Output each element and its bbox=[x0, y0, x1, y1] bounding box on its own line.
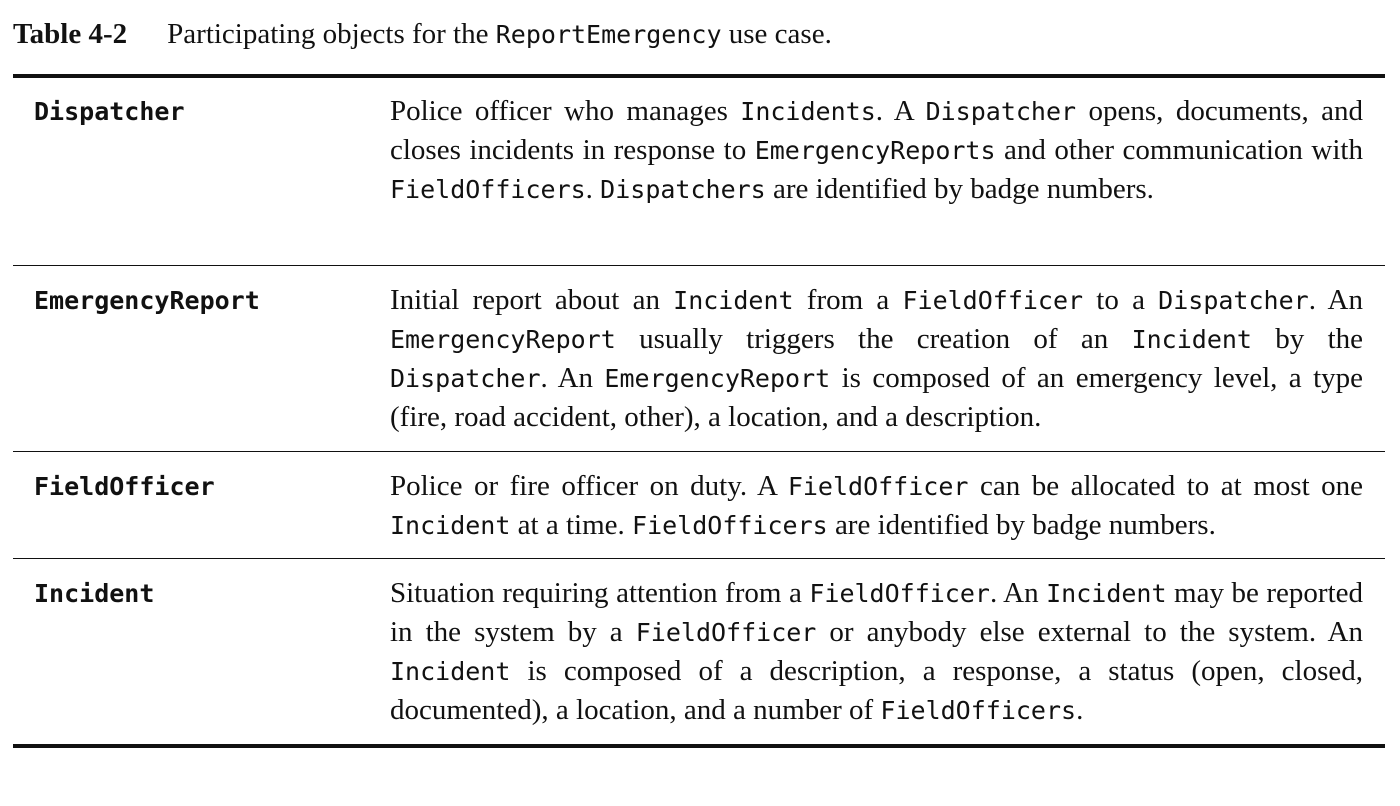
inline-code-term: EmergencyReports bbox=[754, 136, 996, 165]
inline-code-term: FieldOfficer bbox=[635, 618, 817, 647]
description-text: can be allocated to at most one bbox=[968, 470, 1363, 502]
description-text: or anybody else external to the system. An bbox=[816, 616, 1363, 648]
object-name: Dispatcher bbox=[34, 97, 185, 126]
participating-objects-table bbox=[13, 74, 1385, 748]
caption-text-before: Participating objects for the bbox=[167, 18, 496, 50]
inline-code-term: FieldOfficer bbox=[809, 579, 990, 608]
object-description bbox=[390, 467, 1363, 558]
object-description bbox=[390, 281, 1363, 451]
inline-code-term: Incidents bbox=[740, 97, 876, 126]
description-text: is composed of an emergency level, a type (fire, road accident, other), a location, and a description. bbox=[390, 362, 1363, 433]
table-row bbox=[13, 451, 1385, 558]
description-text: . bbox=[585, 173, 601, 205]
inline-code-term: Dispatcher bbox=[390, 364, 541, 393]
object-description bbox=[390, 92, 1363, 265]
inline-code-term: FieldOfficer bbox=[902, 286, 1084, 315]
table-number: Table 4-2 bbox=[13, 18, 128, 50]
description-text: . A bbox=[875, 95, 926, 127]
description-text: are identified by badge numbers. bbox=[765, 173, 1154, 205]
object-description bbox=[390, 574, 1363, 744]
table-row bbox=[13, 265, 1385, 451]
object-name: FieldOfficer bbox=[34, 472, 215, 501]
inline-code-term: FieldOfficers bbox=[390, 175, 586, 204]
description-text: Situation requiring attention from a bbox=[390, 577, 810, 609]
caption-text-after: use case. bbox=[721, 18, 832, 50]
inline-code-term: Incident bbox=[390, 657, 511, 686]
inline-code-term: EmergencyReport bbox=[604, 364, 831, 393]
description-text: . bbox=[1076, 694, 1084, 726]
description-text: and other communication with bbox=[995, 134, 1363, 166]
description-text: Police officer who manages bbox=[390, 95, 741, 127]
description-text: to a bbox=[1083, 284, 1159, 316]
description-text: Police or fire officer on duty. A bbox=[390, 470, 788, 502]
inline-code-term: EmergencyReport bbox=[390, 325, 616, 354]
table-row bbox=[13, 558, 1385, 744]
object-name: EmergencyReport bbox=[34, 286, 260, 315]
description-text: from a bbox=[793, 284, 903, 316]
inline-code-term: Dispatcher bbox=[1158, 286, 1309, 315]
description-text: opens, documents, and closes incidents in response to bbox=[390, 95, 1364, 166]
description-text: . An bbox=[540, 362, 605, 394]
table-row bbox=[13, 78, 1385, 265]
inline-code-term: Incident bbox=[673, 286, 794, 315]
inline-code-term: Dispatcher bbox=[925, 97, 1077, 126]
inline-code-term: Dispatchers bbox=[600, 175, 766, 204]
inline-code-term: FieldOfficer bbox=[787, 472, 969, 501]
table-caption bbox=[13, 14, 832, 55]
inline-code-term: FieldOfficers bbox=[880, 696, 1077, 725]
description-text: usually triggers the creation of an bbox=[615, 323, 1132, 355]
description-text: may be reported in the system by a bbox=[390, 577, 1364, 648]
description-text: . An bbox=[989, 577, 1047, 609]
description-text: is composed of a description, a response, a status (open, closed, documented), a location, and a number of bbox=[390, 655, 1363, 726]
inline-code-term: Incident bbox=[1046, 579, 1167, 608]
description-text: by the bbox=[1251, 323, 1364, 355]
inline-code-term: Incident bbox=[390, 511, 511, 540]
inline-code-term: FieldOfficers bbox=[632, 511, 828, 540]
inline-code-term: Incident bbox=[1131, 325, 1252, 354]
description-text: at a time. bbox=[510, 509, 633, 541]
description-text: . An bbox=[1308, 284, 1363, 316]
object-name: Incident bbox=[34, 579, 155, 608]
description-text: Initial report about an bbox=[390, 284, 674, 316]
description-text: are identified by badge numbers. bbox=[827, 509, 1216, 541]
caption-use-case-name: ReportEmergency bbox=[495, 20, 722, 49]
